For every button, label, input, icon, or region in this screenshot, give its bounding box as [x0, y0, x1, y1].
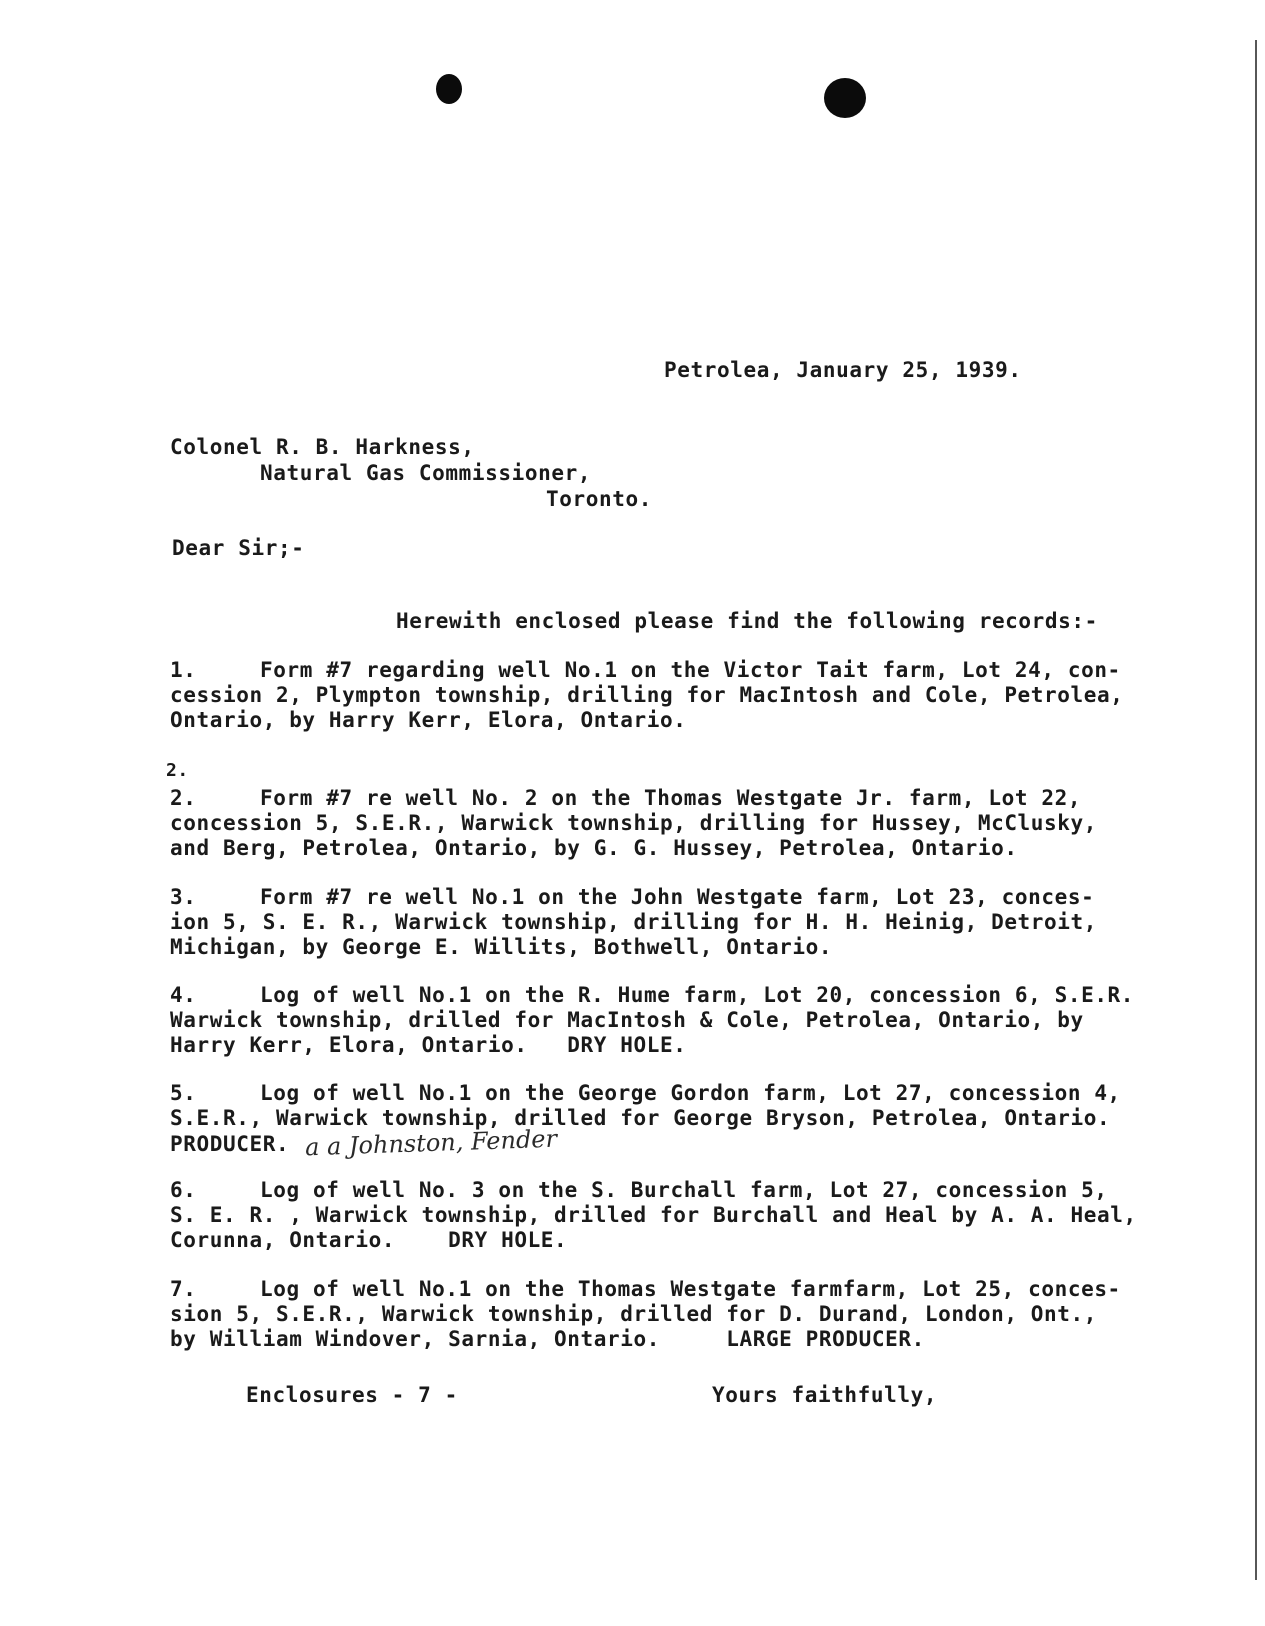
record-item-5 [170, 1081, 1250, 1162]
record-line: Ontario, by Harry Kerr, Elora, Ontario. [170, 708, 687, 732]
record-line: cession 2, Plympton township, drilling for MacIntosh and Cole, Petrolea, [170, 683, 1124, 707]
record-number: 7. [170, 1277, 197, 1301]
record-line: ion 5, S. E. R., Warwick township, drilling for H. H. Heinig, Detroit, [170, 910, 1098, 934]
record-status: PRODUCER. [170, 1132, 290, 1156]
record-line [170, 885, 1250, 910]
record-line: Corunna, Ontario. DRY HOLE. [170, 1228, 568, 1252]
record-text: Log of well No. 3 on the S. Burchall farm, Lot 27, concession 5, [260, 1178, 1108, 1202]
record-item-7 [170, 1277, 1250, 1352]
record-item-6 [170, 1178, 1250, 1253]
record-item-4 [170, 983, 1250, 1058]
record-line: sion 5, S.E.R., Warwick township, drilled for D. Durand, London, Ont., [170, 1302, 1098, 1326]
record-line: concession 5, S.E.R., Warwick township, drilling for Hussey, McClusky, [170, 811, 1098, 835]
letter-date: Petrolea, January 25, 1939. [664, 358, 1022, 382]
record-line: by William Windover, Sarnia, Ontario. LARGE PRODUCER. [170, 1327, 925, 1351]
punch-hole-left [436, 74, 462, 104]
record-number: 4. [170, 983, 197, 1007]
intro-line: Herewith enclosed please find the following records:- [396, 609, 1098, 633]
enclosures-note: Enclosures - 7 - [246, 1383, 458, 1407]
record-text: Form #7 regarding well No.1 on the Victor Tait farm, Lot 24, con- [260, 658, 1121, 682]
closing-line: Yours faithfully, [712, 1383, 938, 1407]
handwritten-note: a a Johnston, Fender [304, 1124, 558, 1162]
record-number: 3. [170, 885, 197, 909]
record-line: and Berg, Petrolea, Ontario, by G. G. Hussey, Petrolea, Ontario. [170, 836, 1018, 860]
record-number: 5. [170, 1081, 197, 1105]
record-line [170, 786, 1250, 811]
record-number: 6. [170, 1178, 197, 1202]
record-item-3 [170, 885, 1250, 960]
record-line: S.E.R., Warwick township, drilled for George Bryson, Petrolea, Ontario. [170, 1106, 1111, 1130]
record-line: S. E. R. , Warwick township, drilled for Burchall and Heal by A. A. Heal, [170, 1203, 1137, 1227]
punch-hole-right [824, 78, 866, 118]
record-text: Form #7 re well No. 2 on the Thomas Westgate Jr. farm, Lot 22, [260, 786, 1082, 810]
salutation: Dear Sir;- [172, 536, 305, 560]
record-line [170, 1124, 1250, 1162]
record-line: Harry Kerr, Elora, Ontario. DRY HOLE. [170, 1033, 687, 1057]
page-edge-shadow [1255, 40, 1257, 1580]
recipient-city: Toronto. [546, 487, 652, 511]
record-line: Warwick township, drilled for MacIntosh & Cole, Petrolea, Ontario, by [170, 1008, 1084, 1032]
record-text: Form #7 re well No.1 on the John Westgate farm, Lot 23, conces- [260, 885, 1095, 909]
record-line [170, 1178, 1250, 1203]
record-line [170, 658, 1250, 683]
record-text: Log of well No.1 on the Thomas Westgate farmfarm, Lot 25, conces- [260, 1277, 1121, 1301]
stray-number-mark: 2. [166, 760, 189, 781]
record-text: Log of well No.1 on the George Gordon farm, Lot 27, concession 4, [260, 1081, 1121, 1105]
record-line [170, 1081, 1250, 1106]
record-item-2 [170, 786, 1250, 861]
record-line [170, 983, 1250, 1008]
record-text: Log of well No.1 on the R. Hume farm, Lot 20, concession 6, S.E.R. [260, 983, 1135, 1007]
recipient-name: Colonel R. B. Harkness, [170, 435, 475, 459]
record-line: Michigan, by George E. Willits, Bothwell, Ontario. [170, 935, 833, 959]
record-line [170, 1277, 1250, 1302]
record-number: 1. [170, 658, 197, 682]
record-number: 2. [170, 786, 197, 810]
recipient-title: Natural Gas Commissioner, [260, 461, 592, 485]
record-item-1 [170, 658, 1250, 733]
